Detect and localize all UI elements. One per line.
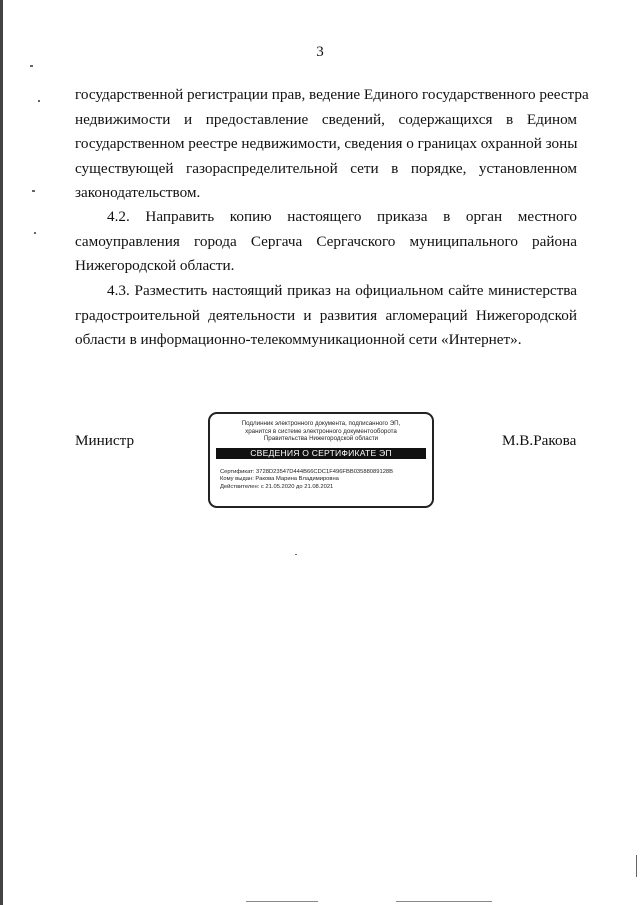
scan-left-edge	[0, 0, 3, 905]
stamp-validity: Действителен: с 21.05.2020 до 21.08.2021	[220, 483, 334, 490]
stamp-certificate-number: Сертификат: 3728D23547D444B66CDC1F496FBB03588089128B	[220, 468, 394, 475]
signatory-title: Министр	[75, 432, 135, 449]
paragraph-4-2	[75, 205, 577, 279]
footer-rule	[246, 901, 318, 902]
text-line: Нижегородской области.	[75, 257, 235, 274]
text-line: 4.3. Разместить настоящий приказ на официальном сайте министерства	[107, 282, 577, 299]
stamp-header	[210, 420, 432, 443]
stamp-header-line: хранится в системе электронного документооборота	[245, 427, 397, 435]
paragraph-continuation	[75, 83, 589, 206]
stamp-issued-to: Кому выдан: Ракова Марина Владимировна	[220, 476, 339, 483]
scan-speck	[636, 855, 637, 877]
text-line: государственном реестре недвижимости, сведения о границах охранной зоны	[75, 135, 578, 152]
stamp-header-line: Подлинник электронного документа, подписанного ЭП,	[241, 420, 401, 427]
text-line: недвижимости и предоставление сведений, содержащихся в Едином	[75, 110, 577, 128]
text-line: области в информационно-телекоммуникационной сети «Интернет».	[75, 331, 522, 348]
stamp-details	[220, 469, 432, 491]
signatory-name: М.В.Ракова	[502, 432, 577, 449]
text-line: самоуправления города Сергача Сергачского муниципального района	[75, 232, 577, 250]
text-line: законодательством.	[75, 184, 201, 201]
page-number: 3	[316, 44, 324, 60]
paragraph-4-3	[75, 279, 577, 353]
scan-speck	[38, 100, 40, 102]
text-line: существующей газораспределительной сети в порядке, установленном	[75, 159, 577, 177]
text-line: 4.2. Направить копию настоящего приказа в орган местного	[107, 208, 577, 225]
text-line: государственной регистрации прав, ведение Единого государственного реестра	[75, 86, 589, 103]
stamp-certificate-band: СВЕДЕНИЯ О СЕРТИФИКАТЕ ЭП	[216, 448, 426, 459]
scan-speck	[295, 554, 297, 555]
stamp-header-line: Правительства Нижегородской области	[263, 435, 379, 443]
scan-speck	[32, 190, 35, 192]
text-line: градостроительной деятельности и развития агломераций Нижегородской	[75, 306, 577, 324]
scan-speck	[30, 65, 33, 67]
electronic-signature-stamp	[208, 412, 434, 508]
scan-speck	[34, 232, 36, 234]
footer-rule	[396, 901, 492, 902]
